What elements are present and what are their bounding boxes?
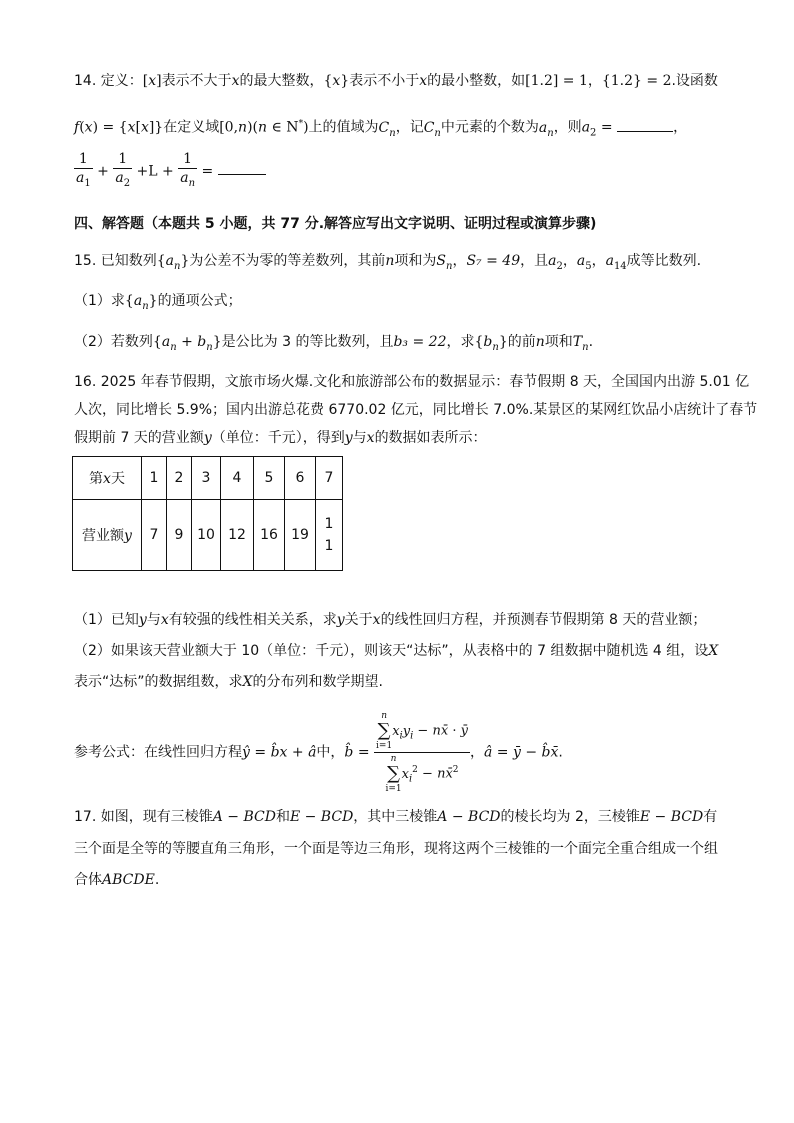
table-cell-day7-sales: 1 1 [316,500,343,571]
answer-blank-1[interactable] [617,117,673,132]
q14-line-1: 14. 定义：[x]表示不大于x的最大整数，{x}表示不小于x的最小整数，如[1.2] = 1，{1.2} = 2.设函数 [74,73,718,89]
section-heading: 四、解答题（本题共 5 小题，共 77 分.解答应写出文字说明、证明过程或演算步骤) [74,216,597,232]
q16-part-2-line-1: （2）如果该天营业额大于 10（单位：千元），则该天“达标”，从表格中的 7 组数据中随机选 4 组，设X [74,643,719,659]
q15-stem: 15. 已知数列$\{a_n\}$为公差不为零的等差数列，其前n项和为$S_n$，S₇ = 49，且$a_2$，$a_5$，$a_{14}$成等比数列. [74,253,702,272]
q16-line-2: 人次，同比增长 5.9%；国内出游总花费 6770.02 亿元，同比增长 7.0%.某景区的某网红饮品小店统计了春节 [74,402,758,418]
answer-blank-2[interactable] [218,160,266,175]
q17-line-2: 三个面是全等的等腰直角三角形，一个面是等边三角形，现将这两个三棱锥的一个面完全重合组成一个组 [74,841,718,857]
reference-formula: 参考公式：在线性回归方程ŷ = b̂x + â中，b̂ = n ∑ i=1 $x_iy_i$ − nx̄ · ȳ n ∑ i=1 $x_i^2$ − nx̄$^2$ ，â = ȳ − b̂x̄. [74,711,563,794]
q14-line-2: f(x) = {x[x]}在定义域[0,n)(n ∈ N*)上的值域为$C_n$，记$C_n$中元素的个数为$a_n$，则$a_2$ = ， [74,113,687,144]
table-header-sales: 营业额y [73,500,142,571]
q16-part-1: （1）已知y与x有较强的线性相关关系，求y关于x的线性回归方程，并预测春节假期第 8 天的营业额； [74,612,707,628]
table-row-day: 第x天 1 2 3 4 5 6 7 [73,457,343,500]
q16-part-2-line-2: 表示“达标”的数据组数，求X的分布列和数学期望. [74,674,383,690]
q14-number: 14. 定义： [74,73,143,89]
q17-line-1: 17. 如图，现有三棱锥A − BCD和E − BCD，其中三棱锥A − BCD的棱长均为 2，三棱锥E − BCD有 [74,809,718,825]
q16-line-3: 假期前 7 天的营业额y（单位：千元），得到y与x的数据如表所示： [74,430,487,446]
q15-part-2: （2）若数列$\{a_n + b_n\}$是公比为 3 的等比数列，且b₃ = 22，求$\{b_n\}$的前n项和$T_n$. [74,334,594,353]
sales-table [72,456,343,571]
q14-line-3: $\frac{1}{a_1}$ + $\frac{1}{a_2}$ +L + $\frac{1}{a_n}$ = [74,150,266,193]
table-header-day: 第x天 [73,457,142,500]
table-row-sales: 营业额y 7 9 10 12 16 19 1 1 [73,500,343,571]
q15-part-1: （1）求$\{a_n\}$的通项公式； [74,293,242,312]
q16-line-1: 16. 2025 年春节假期，文旅市场火爆.文化和旅游部公布的数据显示：春节假期 8 天，全国国内出游 5.01 亿 [74,374,750,390]
q17-line-3: 合体ABCDE. [74,872,160,888]
